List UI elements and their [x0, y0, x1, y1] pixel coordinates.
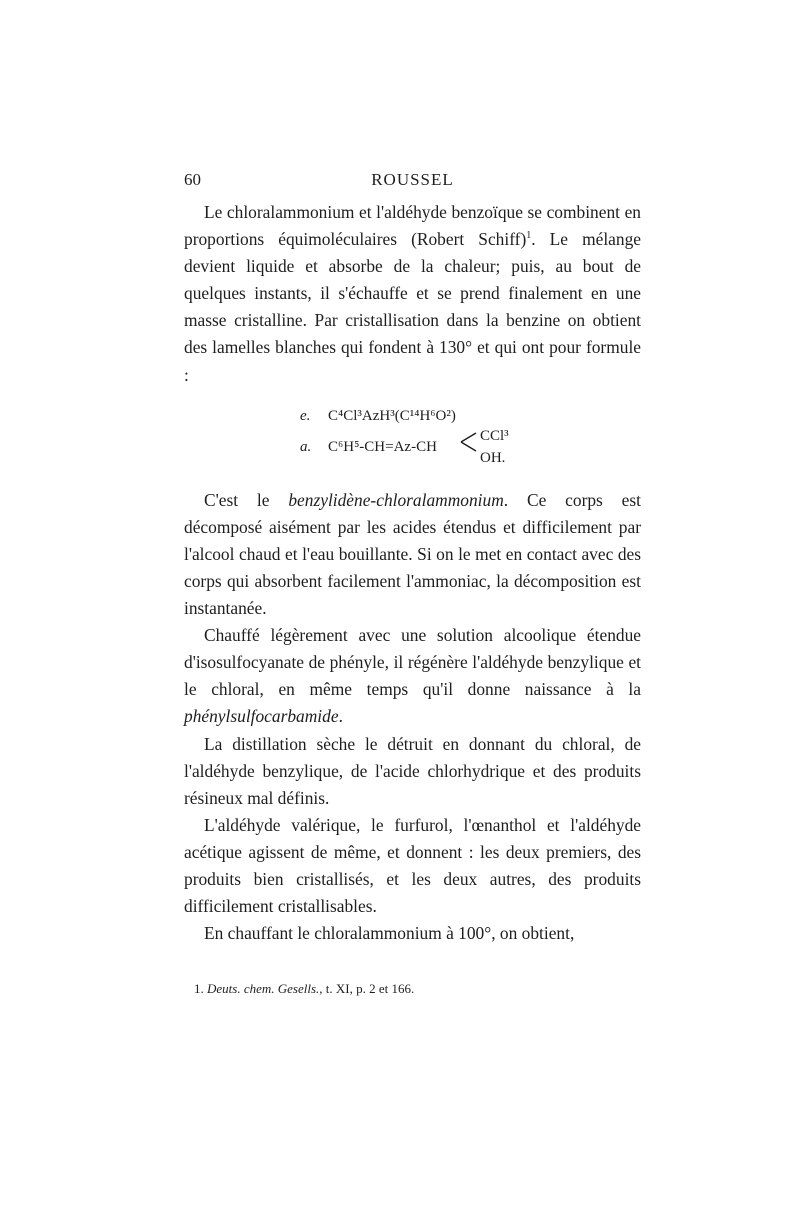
paragraph-6: En chauffant le chloralammonium à 100°, on obtient,	[204, 923, 575, 944]
chemical-formula	[184, 399, 641, 481]
paragraph-3-emphasis: phénylsulfocarbamide	[184, 706, 339, 727]
paragraph-1-end: . Le mélange devient liquide et absorbe de la chaleur; puis, au bout de quelques instants, il s'échauffe et se prend finalement en une masse cristalline. Par cristallisation dans la benzine on obtient des lamelles blanches qui fondent à 130° et qui ont pour formule :	[184, 229, 641, 385]
formula-branch-top: CCl³	[480, 427, 509, 444]
formula-e-text: C⁴Cl³AzH³(C¹⁴H⁶O²)	[328, 407, 456, 424]
page-header	[184, 170, 641, 194]
formula-a-label: a.	[300, 438, 312, 455]
paragraph-1-text: Le chloralammonium et l'aldéhyde benzoïque se combinent en proportions équimoléculaires (Robert Schiff)	[184, 202, 641, 250]
footnote-number: 1.	[194, 981, 204, 996]
body-text	[184, 199, 641, 947]
footnote-journal: Deuts. chem. Gesells.	[207, 981, 320, 996]
formula-e-label: e.	[300, 407, 311, 424]
footnote-text: , t. XI, p. 2 et 166.	[319, 981, 415, 996]
running-title: ROUSSEL	[371, 170, 454, 189]
paragraph-3-start: Chauffé légèrement avec une solution alcoolique étendue d'isosulfocyanate de phényle, il régénère l'aldéhyde benzylique et le chloral, en même temps qu'il donne naissance à la	[184, 625, 641, 700]
formula-branch-bottom: OH.	[480, 449, 506, 466]
formula-a-text: C⁶H⁵-CH=Az-CH	[328, 438, 437, 455]
formula-branch-bracket	[459, 427, 479, 457]
paragraph-2	[184, 487, 641, 622]
footnote-reference: 1	[526, 230, 532, 242]
paragraph-3-end: .	[338, 706, 343, 727]
paragraph-2-emphasis: benzylidène-chloralammonium	[288, 489, 504, 510]
footnote	[184, 980, 641, 998]
paragraph-2-start: C'est le	[204, 489, 289, 510]
paragraph-5: L'aldéhyde valérique, le furfurol, l'œnanthol et l'aldéhyde acétique agissent de même, et donnent : les deux premiers, des produits bien cristallisés, et les deux autres, des produits difficilement cristallisables.	[184, 814, 641, 917]
paragraph-4: La distillation sèche le détruit en donnant du chloral, de l'aldéhyde benzylique, de l'acide chlorhydrique et des produits résineux mal définis.	[184, 733, 641, 808]
paragraph-3	[184, 622, 641, 730]
page-number: 60	[184, 170, 201, 189]
paragraph-1	[184, 199, 641, 389]
paragraph-2-end: . Ce corps est décomposé aisément par les acides étendus et difficilement par l'alcool chaud et l'eau bouillante. Si on le met en contact avec des corps qui absorbent facilement l'ammoniac, la décomposition est instantanée.	[184, 489, 642, 619]
